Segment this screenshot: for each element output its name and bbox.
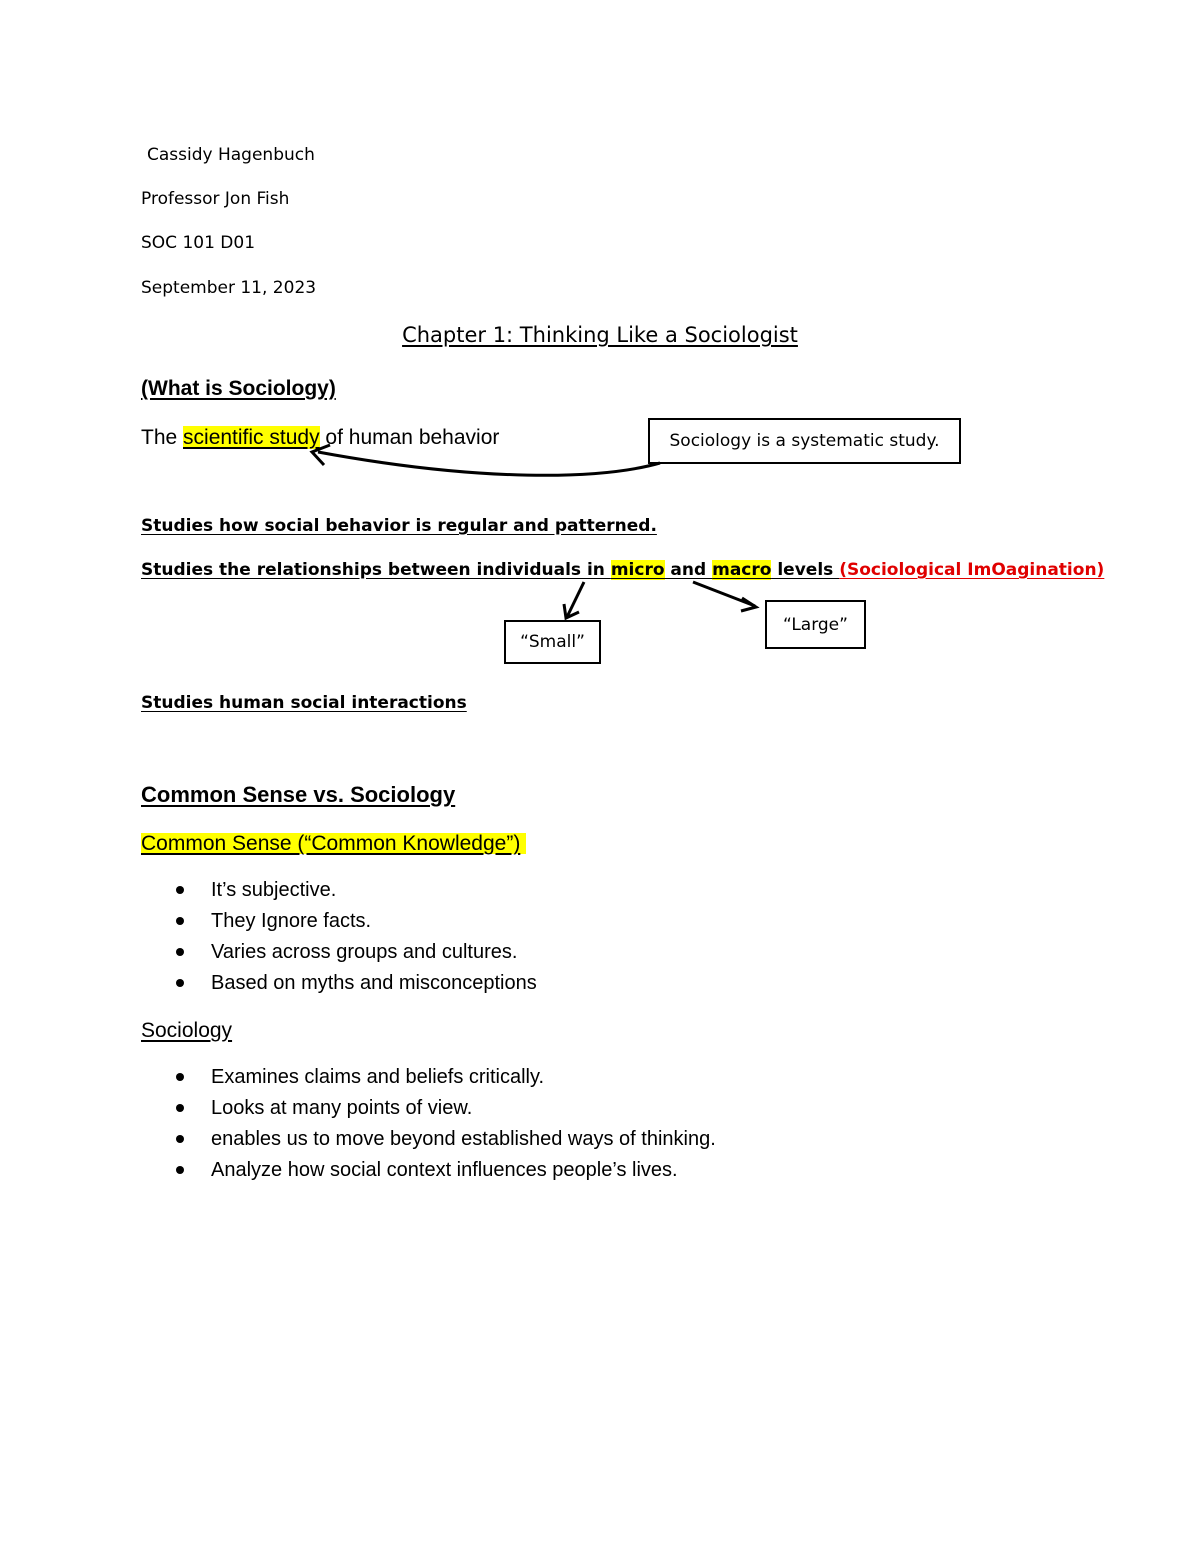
section-heading-what-is-sociology: (What is Sociology) bbox=[141, 377, 336, 400]
sociological-imagination-note: (Sociological ImOagination) bbox=[839, 560, 1105, 580]
definition-suffix: of human behavior bbox=[319, 426, 500, 449]
bullet-icon bbox=[176, 886, 184, 894]
bullet-icon bbox=[176, 1135, 184, 1143]
common-sense-heading: Common Sense (“Common Knowledge”) bbox=[141, 833, 526, 854]
list-item: It’s subjective. bbox=[211, 879, 337, 901]
section-heading-common-sense-vs-sociology: Common Sense vs. Sociology bbox=[141, 782, 456, 807]
list-item: Analyze how social context influences people’s lives. bbox=[211, 1159, 678, 1181]
list-item: enables us to move beyond established ways of thinking. bbox=[211, 1128, 716, 1150]
bullet-icon bbox=[176, 979, 184, 987]
professor-name: Professor Jon Fish bbox=[141, 189, 290, 209]
list-item: Examines claims and beliefs critically. bbox=[211, 1066, 545, 1088]
list-item: They Ignore facts. bbox=[211, 910, 372, 932]
student-name: Cassidy Hagenbuch bbox=[147, 145, 315, 165]
document-title: Chapter 1: Thinking Like a Sociologist bbox=[402, 323, 798, 347]
study-line-interactions: Studies human social interactions bbox=[141, 693, 467, 713]
list-item: Looks at many points of view. bbox=[211, 1097, 473, 1119]
callout-text: Sociology is a systematic study. bbox=[669, 431, 940, 451]
sociology-heading: Sociology bbox=[141, 1019, 233, 1042]
bullet-icon bbox=[176, 948, 184, 956]
course-code: SOC 101 D01 bbox=[141, 233, 256, 253]
bullet-icon bbox=[176, 1073, 184, 1081]
macro-arrow-line bbox=[693, 582, 755, 606]
bullet-icon bbox=[176, 1166, 184, 1174]
bullet-icon bbox=[176, 1104, 184, 1112]
study-line-text: Studies the relationships between individuals in bbox=[141, 560, 611, 580]
study-line-patterned: Studies how social behavior is regular and patterned. bbox=[141, 516, 657, 536]
micro-term: micro bbox=[610, 560, 665, 580]
definition-highlight: scientific study bbox=[183, 426, 320, 449]
list-item: Varies across groups and cultures. bbox=[211, 941, 518, 963]
large-label: “Large” bbox=[783, 614, 848, 635]
and-text: and bbox=[664, 560, 713, 580]
micro-arrow-line bbox=[567, 582, 584, 617]
macro-term: macro bbox=[712, 560, 772, 580]
list-item: Based on myths and misconceptions bbox=[211, 972, 537, 994]
levels-text: levels bbox=[771, 560, 840, 580]
small-label: “Small” bbox=[520, 632, 585, 652]
definition-prefix: The bbox=[141, 426, 184, 449]
bullet-icon bbox=[176, 917, 184, 925]
callout-arrow-line bbox=[318, 452, 660, 475]
document-date: September 11, 2023 bbox=[141, 278, 317, 298]
